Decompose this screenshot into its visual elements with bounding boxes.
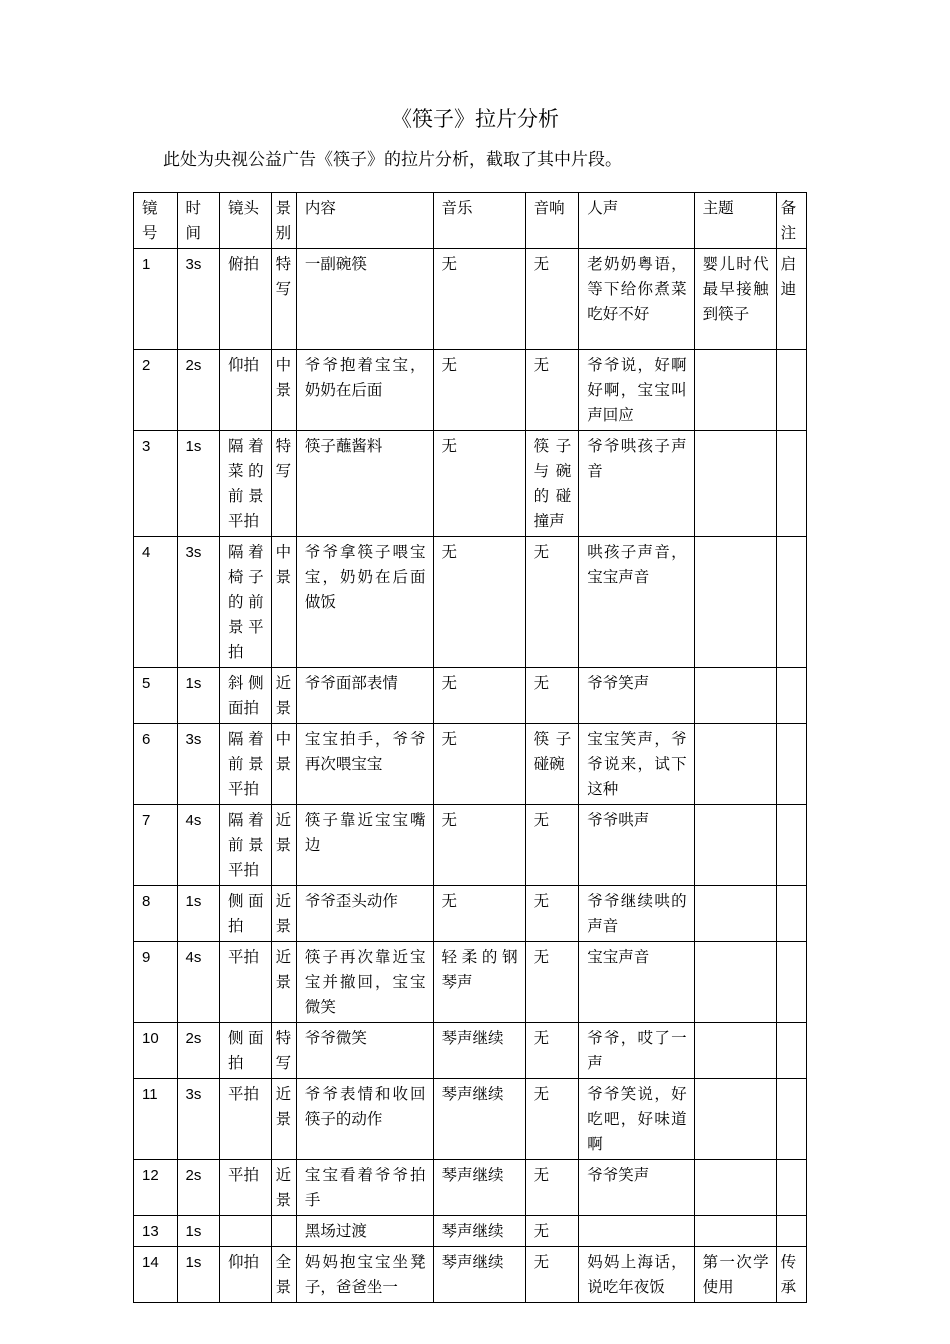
- cell-lens: 平拍: [220, 1079, 272, 1160]
- cell-time: 3s: [177, 249, 220, 350]
- cell-lens: 隔着椅子的前景平拍: [220, 537, 272, 668]
- cell-note: [776, 1160, 806, 1216]
- cell-time: 2s: [177, 1160, 220, 1216]
- cell-shot: 11: [134, 1079, 178, 1160]
- cell-content: 爷爷面部表情: [296, 668, 433, 724]
- cell-content: 宝宝看着爷爷拍手: [296, 1160, 433, 1216]
- cell-note: 启迪: [776, 249, 806, 350]
- header-content: 内容: [296, 193, 433, 249]
- cell-voice: 爷爷哄孩子声音: [579, 431, 694, 537]
- cell-time: 2s: [177, 1023, 220, 1079]
- cell-scale: 中景: [271, 350, 296, 431]
- cell-time: 3s: [177, 1079, 220, 1160]
- table-row: [134, 431, 807, 537]
- cell-music: 无: [433, 668, 525, 724]
- cell-theme: [694, 1216, 776, 1247]
- cell-scale: 近景: [271, 886, 296, 942]
- table-row: [134, 942, 807, 1023]
- cell-voice: [579, 1216, 694, 1247]
- cell-note: [776, 431, 806, 537]
- table-header-row: [134, 193, 807, 249]
- cell-time: 3s: [177, 724, 220, 805]
- cell-music: 轻柔的钢琴声: [433, 942, 525, 1023]
- cell-theme: [694, 942, 776, 1023]
- cell-shot: 8: [134, 886, 178, 942]
- cell-scale: 近景: [271, 805, 296, 886]
- cell-content: 爷爷歪头动作: [296, 886, 433, 942]
- cell-music: 无: [433, 431, 525, 537]
- cell-sound: 筷子碰碗: [525, 724, 579, 805]
- cell-music: 琴声继续: [433, 1079, 525, 1160]
- table-row: [134, 1216, 807, 1247]
- cell-content: 妈妈抱宝宝坐凳子，爸爸坐一: [296, 1247, 433, 1303]
- cell-voice: 宝宝声音: [579, 942, 694, 1023]
- cell-theme: [694, 724, 776, 805]
- cell-shot: 1: [134, 249, 178, 350]
- intro-paragraph: 此处为央视公益广告《筷子》的拉片分析，截取了其中片段。: [163, 150, 622, 170]
- cell-time: 3s: [177, 537, 220, 668]
- table-row: [134, 1079, 807, 1160]
- cell-sound: 无: [525, 1160, 579, 1216]
- header-shot: 镜号: [134, 193, 178, 249]
- cell-theme: [694, 431, 776, 537]
- cell-music: 琴声继续: [433, 1247, 525, 1303]
- cell-shot: 10: [134, 1023, 178, 1079]
- cell-content: 黑场过渡: [296, 1216, 433, 1247]
- cell-time: 2s: [177, 350, 220, 431]
- cell-voice: 爷爷笑声: [579, 668, 694, 724]
- cell-sound: 无: [525, 249, 579, 350]
- cell-note: [776, 1023, 806, 1079]
- cell-scale: 全景: [271, 1247, 296, 1303]
- cell-note: [776, 668, 806, 724]
- header-scale: 景别: [271, 193, 296, 249]
- cell-scale: 中景: [271, 537, 296, 668]
- cell-content: 筷子蘸酱料: [296, 431, 433, 537]
- cell-sound: 无: [525, 1247, 579, 1303]
- cell-music: 无: [433, 249, 525, 350]
- cell-scale: 近景: [271, 1079, 296, 1160]
- cell-note: [776, 805, 806, 886]
- cell-lens: [220, 1216, 272, 1247]
- table-row: [134, 886, 807, 942]
- cell-lens: 隔着前景平拍: [220, 805, 272, 886]
- cell-voice: 爷爷哄声: [579, 805, 694, 886]
- cell-lens: 平拍: [220, 1160, 272, 1216]
- cell-lens: 侧面拍: [220, 1023, 272, 1079]
- cell-sound: 无: [525, 1023, 579, 1079]
- cell-theme: [694, 350, 776, 431]
- cell-music: 无: [433, 350, 525, 431]
- cell-music: 无: [433, 724, 525, 805]
- header-lens: 镜头: [220, 193, 272, 249]
- cell-time: 4s: [177, 805, 220, 886]
- cell-voice: 妈妈上海话，说吃年夜饭: [579, 1247, 694, 1303]
- cell-theme: [694, 1079, 776, 1160]
- cell-sound: 无: [525, 537, 579, 668]
- cell-content: 筷子再次靠近宝宝并撤回，宝宝微笑: [296, 942, 433, 1023]
- cell-note: [776, 1079, 806, 1160]
- cell-lens: 仰拍: [220, 350, 272, 431]
- cell-shot: 12: [134, 1160, 178, 1216]
- cell-lens: 平拍: [220, 942, 272, 1023]
- cell-sound: 无: [525, 350, 579, 431]
- cell-theme: 第一次学使用: [694, 1247, 776, 1303]
- table-row: [134, 1160, 807, 1216]
- cell-scale: 近景: [271, 942, 296, 1023]
- cell-content: 宝宝拍手，爷爷再次喂宝宝: [296, 724, 433, 805]
- cell-voice: 爷爷笑声: [579, 1160, 694, 1216]
- header-sound: 音响: [525, 193, 579, 249]
- cell-shot: 14: [134, 1247, 178, 1303]
- cell-voice: 老奶奶粤语，等下给你煮菜吃好不好: [579, 249, 694, 350]
- cell-sound: 无: [525, 805, 579, 886]
- cell-lens: 隔着前景平拍: [220, 724, 272, 805]
- cell-shot: 6: [134, 724, 178, 805]
- table-row: [134, 350, 807, 431]
- table-row: [134, 1247, 807, 1303]
- cell-theme: 婴儿时代最早接触到筷子: [694, 249, 776, 350]
- table-row: [134, 537, 807, 668]
- shot-analysis-table: [133, 192, 807, 1303]
- cell-music: 无: [433, 886, 525, 942]
- cell-time: 1s: [177, 1216, 220, 1247]
- cell-voice: 爷爷，哎了一声: [579, 1023, 694, 1079]
- cell-time: 1s: [177, 431, 220, 537]
- cell-note: [776, 942, 806, 1023]
- table-row: [134, 249, 807, 350]
- cell-voice: 爷爷笑说，好吃吧，好味道啊: [579, 1079, 694, 1160]
- cell-scale: 特写: [271, 249, 296, 350]
- cell-lens: 侧面拍: [220, 886, 272, 942]
- cell-note: [776, 350, 806, 431]
- cell-content: 筷子靠近宝宝嘴边: [296, 805, 433, 886]
- cell-sound: 无: [525, 886, 579, 942]
- cell-sound: 无: [525, 668, 579, 724]
- cell-scale: 特写: [271, 431, 296, 537]
- cell-theme: [694, 1160, 776, 1216]
- header-music: 音乐: [433, 193, 525, 249]
- cell-scale: 中景: [271, 724, 296, 805]
- cell-shot: 5: [134, 668, 178, 724]
- cell-note: 传承: [776, 1247, 806, 1303]
- cell-shot: 9: [134, 942, 178, 1023]
- cell-time: 1s: [177, 886, 220, 942]
- cell-scale: [271, 1216, 296, 1247]
- cell-shot: 7: [134, 805, 178, 886]
- cell-voice: 宝宝笑声，爷爷说来，试下这种: [579, 724, 694, 805]
- header-note: 备注: [776, 193, 806, 249]
- cell-shot: 3: [134, 431, 178, 537]
- cell-content: 爷爷抱着宝宝，奶奶在后面: [296, 350, 433, 431]
- cell-sound: 无: [525, 1079, 579, 1160]
- cell-theme: [694, 805, 776, 886]
- cell-theme: [694, 886, 776, 942]
- cell-note: [776, 886, 806, 942]
- cell-note: [776, 537, 806, 668]
- cell-voice: 爷爷继续哄的声音: [579, 886, 694, 942]
- header-theme: 主题: [694, 193, 776, 249]
- cell-music: 琴声继续: [433, 1023, 525, 1079]
- cell-music: 无: [433, 805, 525, 886]
- cell-note: [776, 724, 806, 805]
- cell-theme: [694, 1023, 776, 1079]
- cell-time: 1s: [177, 668, 220, 724]
- cell-lens: 斜侧面拍: [220, 668, 272, 724]
- cell-time: 4s: [177, 942, 220, 1023]
- table-row: [134, 1023, 807, 1079]
- cell-content: 爷爷表情和收回筷子的动作: [296, 1079, 433, 1160]
- cell-shot: 2: [134, 350, 178, 431]
- cell-music: 琴声继续: [433, 1160, 525, 1216]
- document-title: 《筷子》拉片分析: [391, 107, 559, 131]
- cell-note: [776, 1216, 806, 1247]
- cell-lens: 仰拍: [220, 1247, 272, 1303]
- cell-music: 无: [433, 537, 525, 668]
- header-time: 时间: [177, 193, 220, 249]
- cell-time: 1s: [177, 1247, 220, 1303]
- cell-sound: 无: [525, 1216, 579, 1247]
- cell-sound: 无: [525, 942, 579, 1023]
- cell-theme: [694, 668, 776, 724]
- cell-voice: 哄孩子声音，宝宝声音: [579, 537, 694, 668]
- cell-content: 一副碗筷: [296, 249, 433, 350]
- cell-sound: 筷子与碗的碰撞声: [525, 431, 579, 537]
- cell-shot: 13: [134, 1216, 178, 1247]
- cell-scale: 近景: [271, 668, 296, 724]
- cell-theme: [694, 537, 776, 668]
- cell-music: 琴声继续: [433, 1216, 525, 1247]
- cell-lens: 俯拍: [220, 249, 272, 350]
- cell-scale: 近景: [271, 1160, 296, 1216]
- cell-voice: 爷爷说，好啊好啊，宝宝叫声回应: [579, 350, 694, 431]
- cell-lens: 隔着菜的前景平拍: [220, 431, 272, 537]
- cell-scale: 特写: [271, 1023, 296, 1079]
- cell-content: 爷爷微笑: [296, 1023, 433, 1079]
- header-voice: 人声: [579, 193, 694, 249]
- cell-shot: 4: [134, 537, 178, 668]
- cell-content: 爷爷拿筷子喂宝宝，奶奶在后面做饭: [296, 537, 433, 668]
- table-row: [134, 668, 807, 724]
- table-row: [134, 805, 807, 886]
- table-row: [134, 724, 807, 805]
